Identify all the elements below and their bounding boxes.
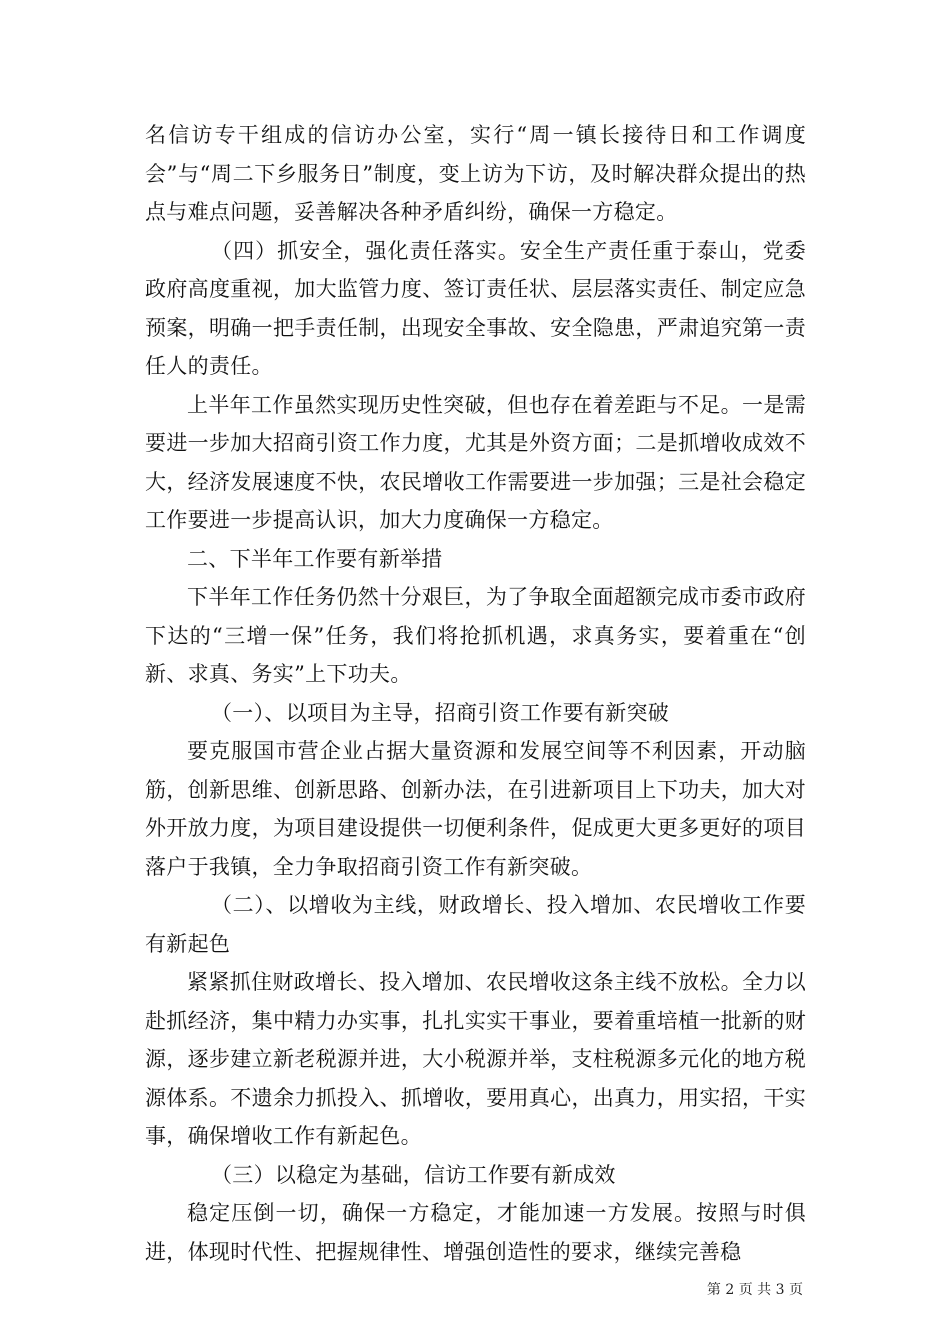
page-number-footer: 第 2 页 共 3 页 (706, 1282, 803, 1298)
section-heading-2: 二、下半年工作要有新举措 (187, 546, 443, 571)
paragraph-3: 上半年工作虽然实现历史性突破，但也存在着差距与不足。一是需要进一步加大招商引资工作力度，尤其是外资方面；二是抓增收成效不大，经济发展速度不快，农民增收工作需要进一步加强；三是社会稳定工作要进一步提高认识，加大力度确保一方稳定。 (145, 392, 806, 532)
paragraph-9: 紧紧抓住财政增长、投入增加、农民增收这条主线不放松。全力以赴抓经济，集中精力办实事，扎扎实实干事业，要着重培植一批新的财源，逐步建立新老税源并进，大小税源并举，支柱税源多元化的地方税源体系。不遗余力抓投入、抓增收，要用真心，出真力，用实招，干实事，确保增收工作有新起色。 (145, 970, 806, 1148)
paragraph-1: 名信访专干组成的信访办公室，实行“周一镇长接待日和工作调度会”与“周二下乡服务日”制度，变上访为下访，及时解决群众提出的热点与难点问题，妥善解决各种矛盾纠纷，确保一方稳定。 (145, 123, 806, 224)
subheading-1: （一）、以项目为主导，招商引资工作要有新突破 (211, 700, 670, 725)
paragraph-11: 稳定压倒一切，确保一方稳定，才能加速一方发展。按照与时俱进，体现时代性、把握规律性、增强创造性的要求，继续完善稳 (145, 1201, 806, 1264)
paragraph-7: 要克服国市营企业占据大量资源和发展空间等不利因素，开动脑筋，创新思维、创新思路、创新办法，在引进新项目上下功夫，加大对外开放力度，为项目建设提供一切便利条件，促成更大更多更好的项目落户于我镇，全力争取招商引资工作有新突破。 (145, 739, 806, 879)
subheading-3: （三）以稳定为基础，信访工作要有新成效 (211, 1162, 616, 1187)
paragraph-5: 下半年工作任务仍然十分艰巨，为了争取全面超额完成市委市政府下达的“三增一保”任务，我们将抢抓机遇，求真务实，要着重在“创新、求真、务实”上下功夫。 (145, 585, 806, 686)
paragraph-2: （四）抓安全，强化责任落实。安全生产责任重于泰山，党委政府高度重视，加大监管力度、签订责任状、层层落实责任、制定应急预案，明确一把手责任制，出现安全事故、安全隐患，严肃追究第一责任人的责任。 (145, 238, 806, 378)
document-body (145, 116, 806, 1271)
subheading-2: （二）、以增收为主线，财政增长、投入增加、农民增收工作要有新起色 (145, 893, 806, 956)
